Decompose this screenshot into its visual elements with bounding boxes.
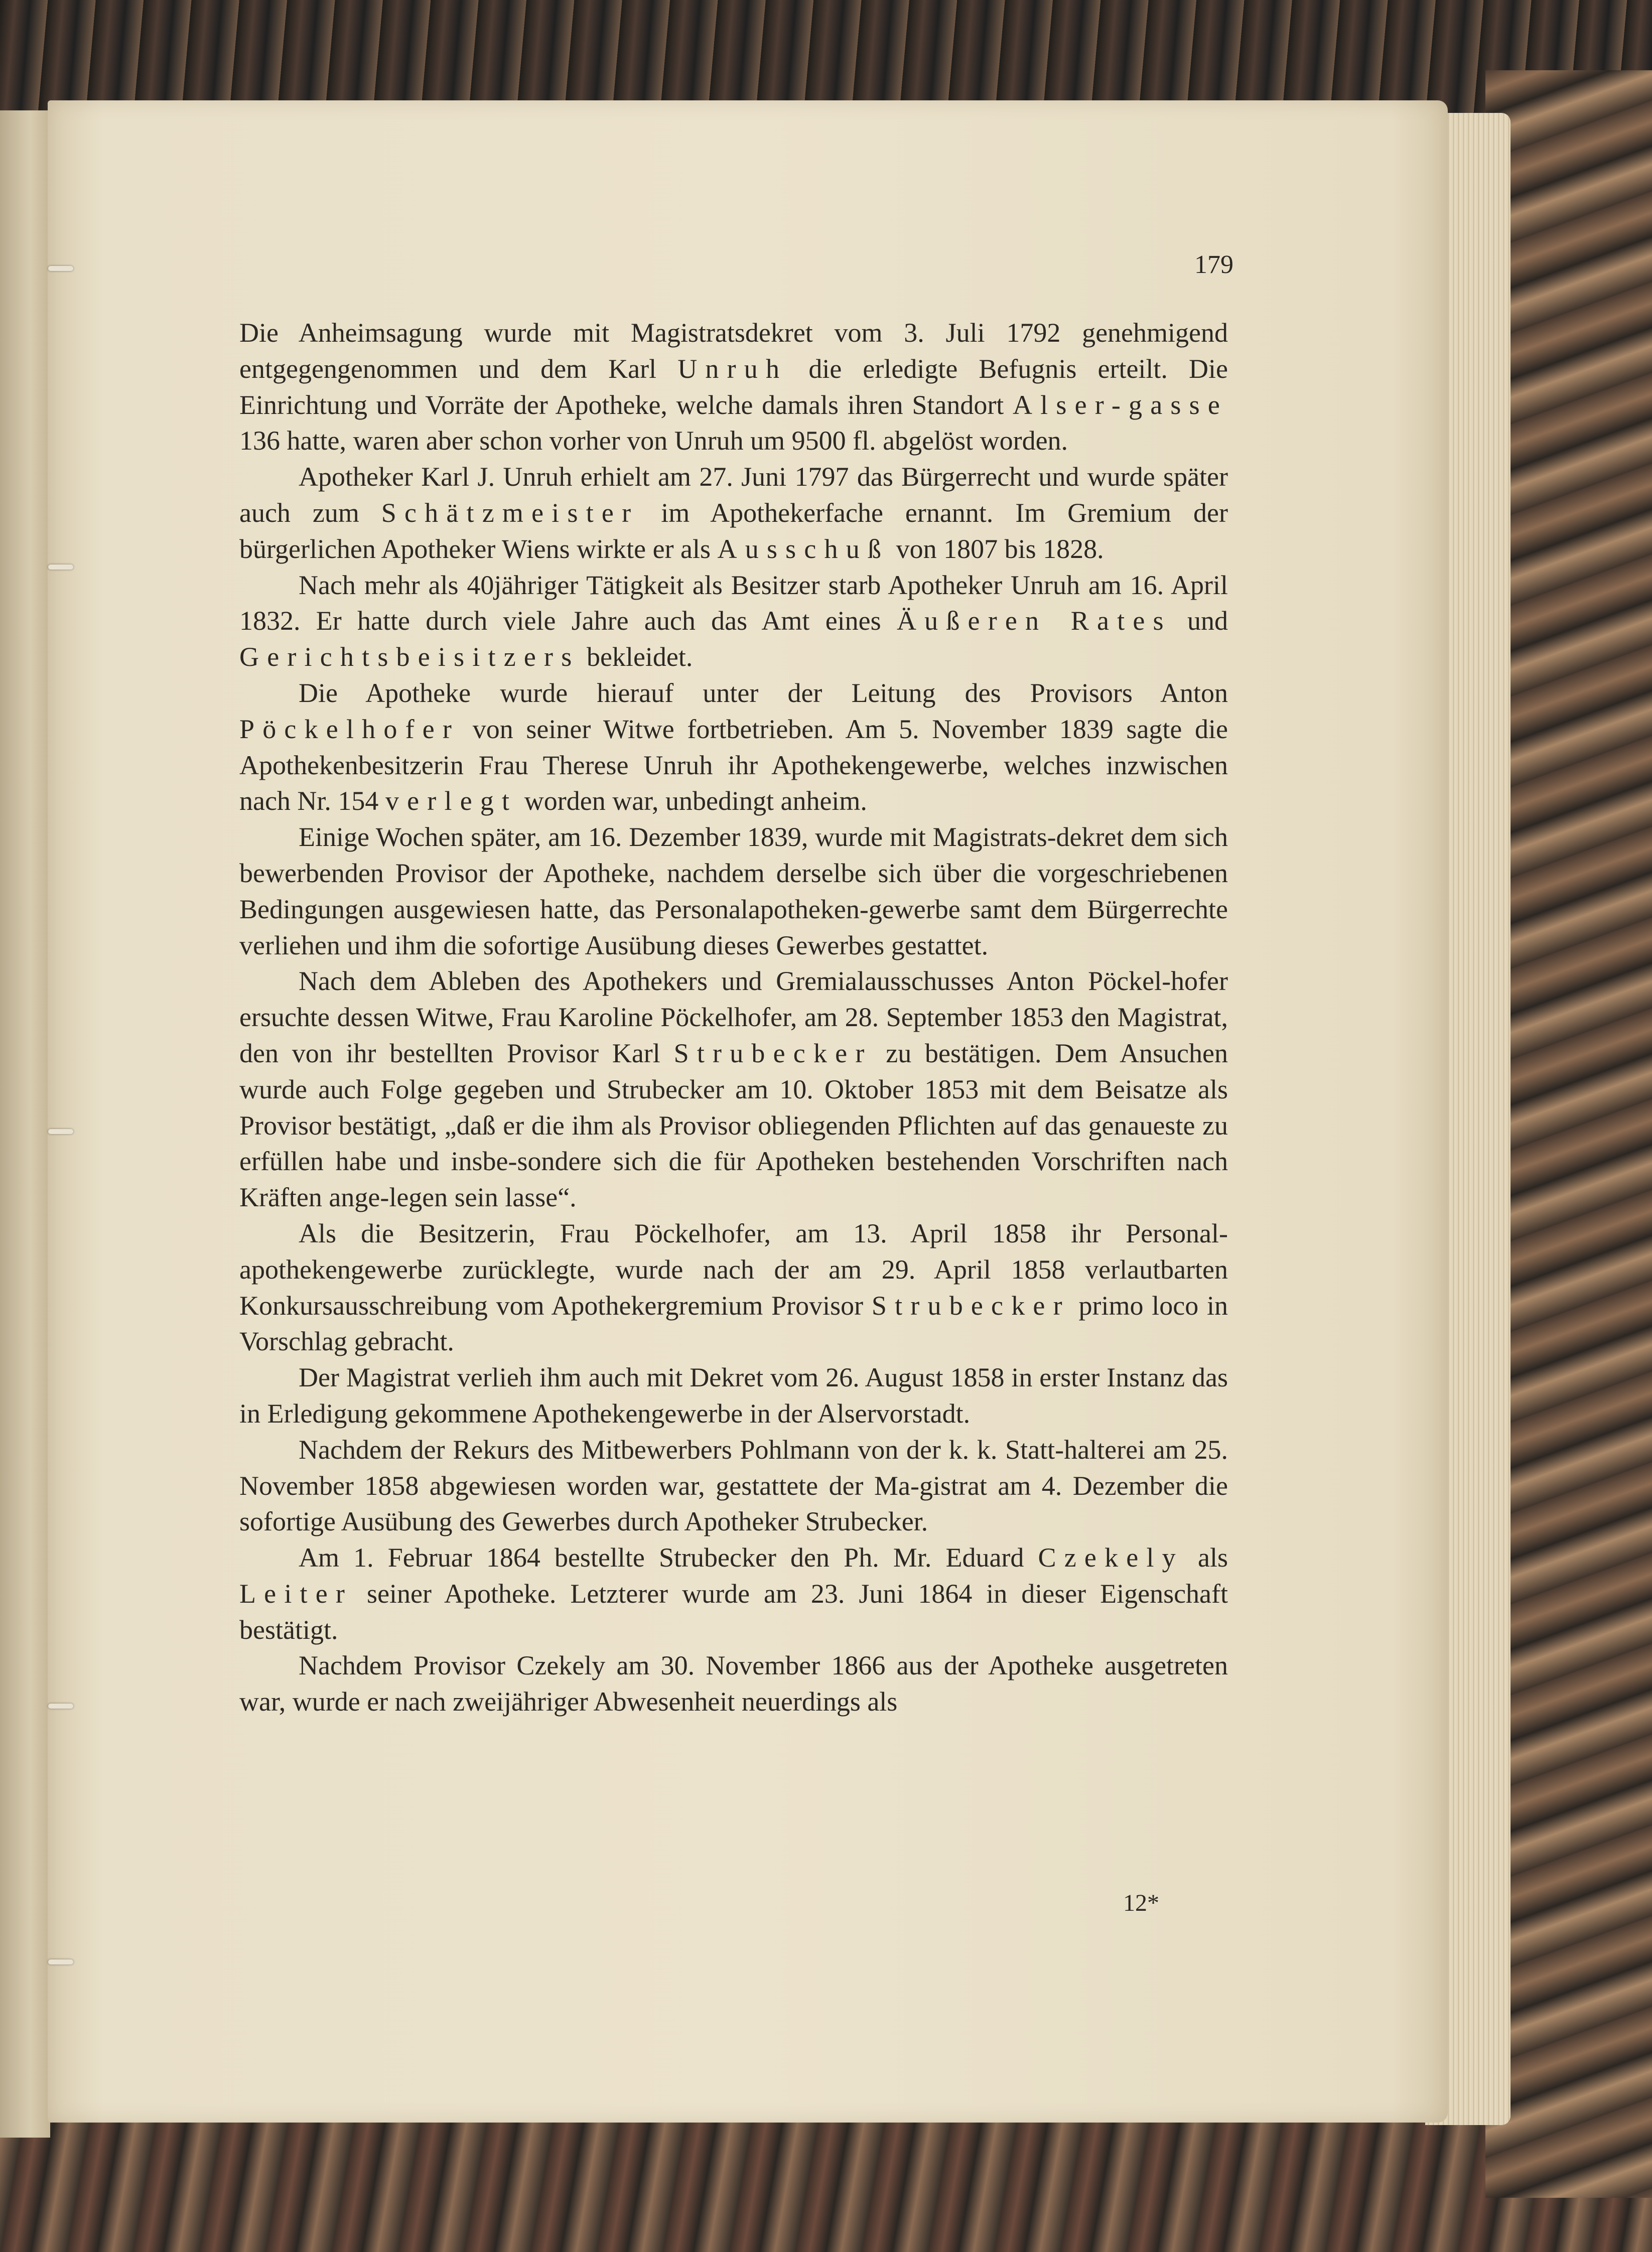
binding-thread <box>48 1704 73 1709</box>
paragraph: Apotheker Karl J. Unruh erhielt am 27. Juni 1797 das Bürgerrecht und wurde später auch zum Schätzmeister im Apothekerfache ernannt. Im Gremium der bürgerlichen Apotheker Wiens wirkte er als Ausschuß von 1807 bis 1828. <box>239 462 1228 564</box>
paragraph: Nachdem Provisor Czekely am 30. November 1866 aus der Apotheke ausgetreten war, wurde er nach zweijähriger Abwesenheit neuerdings als <box>239 1650 1228 1717</box>
binding-thread <box>48 1959 73 1964</box>
page-number: 179 <box>1194 250 1233 279</box>
spaced-emphasis: Strubecker <box>871 1290 1070 1321</box>
binding-thread <box>48 565 73 570</box>
binding-thread <box>48 1129 73 1134</box>
spaced-emphasis: Czekely <box>1038 1542 1184 1573</box>
spaced-emphasis: Alser-gasse <box>1012 389 1228 420</box>
paragraph: Die Anheimsagung wurde mit Magistratsdekret vom 3. Juli 1792 genehmigend entgegengenommen und dem Karl Unruh die erledigte Befugnis erteilt. Die Einrichtung und Vorräte der Apotheke, welche damals ihren Standort Alser-gasse 136 hatte, waren aber schon vorher von Unruh um 9500 fl. abgelöst worden. <box>239 318 1228 456</box>
spaced-emphasis: Pöckelhofer <box>239 714 460 744</box>
spaced-emphasis: Schätzmeister <box>381 497 639 528</box>
spaced-emphasis: Ausschuß <box>717 533 890 564</box>
paragraph: Einige Wochen später, am 16. Dezember 1839, wurde mit Magistrats-dekret dem sich bewerbenden Provisor der Apotheke, nachdem derselbe sich über die vorgeschriebenen Bedingungen ausgewiesen hatte, das Personalapotheken-gewerbe samt dem Bürgerrechte verliehen und ihm die sofortige Ausübung dieses Gewerbes gestattet. <box>239 822 1228 960</box>
spaced-emphasis: verlegt <box>385 786 518 816</box>
spaced-emphasis: Gerichtsbeisitzers <box>239 642 580 672</box>
body-text <box>239 315 1228 1720</box>
spaced-emphasis: Leiter <box>239 1578 353 1609</box>
spaced-emphasis: Äußeren Rates <box>896 606 1172 636</box>
binding-thread <box>48 266 73 271</box>
facing-page-edge <box>0 110 50 2138</box>
paragraph: Der Magistrat verlieh ihm auch mit Dekret vom 26. August 1858 in erster Instanz das in Erledigung gekommene Apothekengewerbe in der Alservorstadt. <box>239 1362 1228 1429</box>
spaced-emphasis: Strubecker <box>673 1038 873 1068</box>
paragraph: Am 1. Februar 1864 bestellte Strubecker den Ph. Mr. Eduard Czekely als Leiter seiner Apotheke. Letzterer wurde am 23. Juni 1864 in dieser Eigenschaft bestätigt. <box>239 1542 1228 1645</box>
paragraph: Nachdem der Rekurs des Mitbewerbers Pohlmann von der k. k. Statt-halterei am 25. November 1858 abgewiesen worden war, gestattete der Ma-gistrat am 4. Dezember die sofortige Ausübung des Gewerbes durch Apotheker Strubecker. <box>239 1434 1228 1537</box>
spaced-emphasis: Unruh <box>677 353 788 384</box>
paragraph: Als die Besitzerin, Frau Pöckelhofer, am 13. April 1858 ihr Personal-apothekengewerbe zurücklegte, wurde nach der am 29. April 1858 verlautbarten Konkursausschreibung vom Apothekergremium Provisor Strubecker primo loco in Vorschlag gebracht. <box>239 1218 1228 1357</box>
paragraph: Nach dem Ableben des Apothekers und Gremialausschusses Anton Pöckel-hofer ersuchte dessen Witwe, Frau Karoline Pöckelhofer, am 28. September 1853 den Magistrat, den von ihr bestellten Provisor Karl Strubecker zu bestätigen. Dem Ansuchen wurde auch Folge gegeben und Strubecker am 10. Oktober 1853 mit dem Beisatze als Provisor bestätigt, „daß er die ihm als Provisor obliegenden Pflichten auf das genaueste zu erfüllen habe und insbe-sondere sich die für Apotheken bestehenden Vorschriften nach Kräften ange-legen sein lasse“. <box>239 966 1228 1213</box>
paragraph: Die Apotheke wurde hierauf unter der Leitung des Provisors Anton Pöckelhofer von seiner Witwe fortbetrieben. Am 5. November 1839 sagte die Apothekenbesitzerin Frau Therese Unruh ihr Apothekengewerbe, welches inzwischen nach Nr. 154 verlegt worden war, unbedingt anheim. <box>239 677 1228 816</box>
paragraph: Nach mehr als 40jähriger Tätigkeit als Besitzer starb Apotheker Unruh am 16. April 1832. Er hatte durch viele Jahre auch das Amt eines Äußeren Rates und Gerichtsbeisitzers bekleidet. <box>239 570 1228 672</box>
printer-signature-mark: 12* <box>1123 1890 1159 1916</box>
